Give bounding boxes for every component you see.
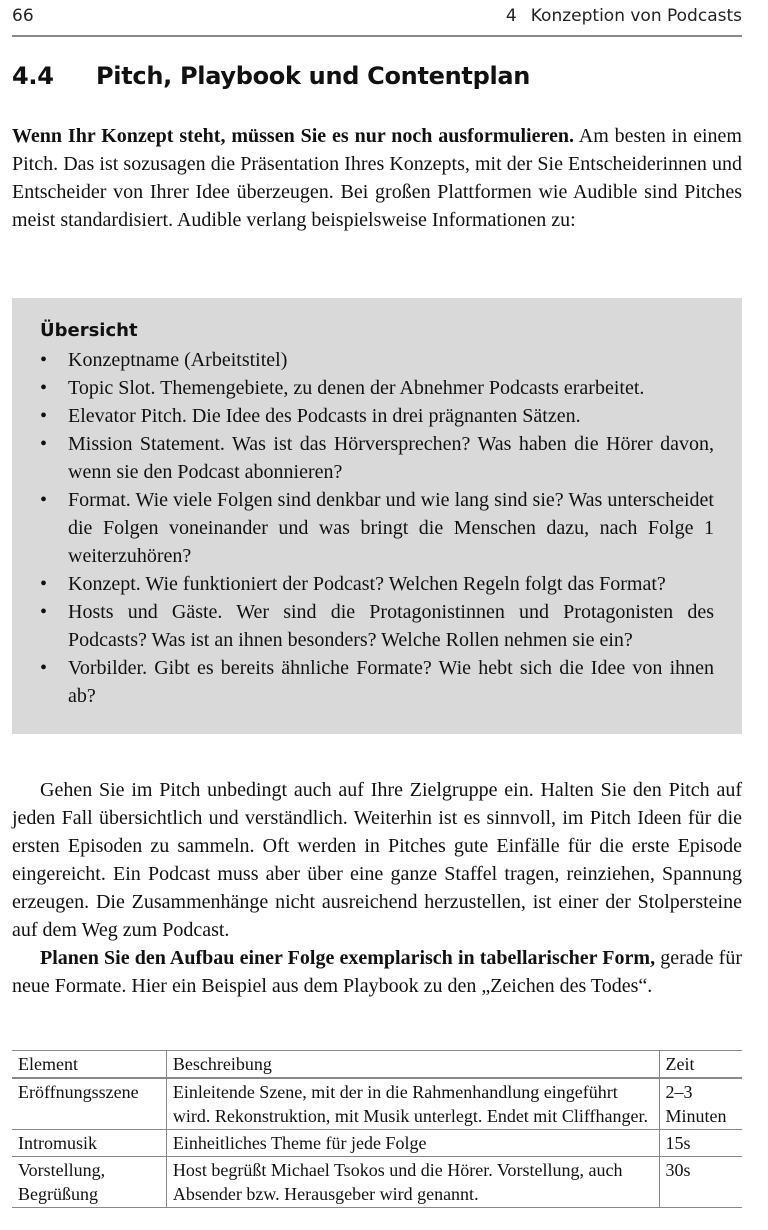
table-header-row bbox=[12, 1051, 742, 1079]
overview-item: • Topic Slot. Themengebiete, zu denen der Abnehmer Podcasts erarbeitet. bbox=[40, 374, 714, 402]
table-cell-element: Intromusik bbox=[12, 1130, 166, 1157]
overview-item: • Konzept. Wie funktioniert der Podcast? Welchen Regeln folgt das Format? bbox=[40, 570, 714, 598]
overview-item: • Mission Statement. Was ist das Hörversprechen? Was haben die Hörer davon, wenn sie den Podcast abonnieren? bbox=[40, 430, 714, 486]
overview-item: • Hosts und Gäste. Wer sind die Protagonistinnen und Protagonisten des Podcasts? Was ist an ihnen besonders? Welche Rollen nehmen sie ein? bbox=[40, 598, 714, 654]
column-header-element: Element bbox=[12, 1051, 166, 1079]
section-heading bbox=[12, 62, 530, 90]
overview-box bbox=[12, 298, 742, 734]
overview-item: • Elevator Pitch. Die Idee des Podcasts in drei prägnanten Sätzen. bbox=[40, 402, 714, 430]
table-cell-element: Vorstellung, Begrüßung bbox=[12, 1157, 166, 1208]
chapter-heading bbox=[506, 6, 742, 26]
intro-paragraph bbox=[12, 122, 742, 234]
overview-title: Übersicht bbox=[40, 320, 138, 341]
paragraph2-text: gerade für neue Formate. Hier ein Beispiel aus dem Playbook zu den „Zeichen des Todes“. bbox=[12, 947, 742, 997]
overview-item: • Vorbilder. Gibt es bereits ähnliche Formate? Wie hebt sich die Idee von ihnen ab? bbox=[40, 654, 714, 710]
overview-item: • Konzeptname (Arbeitstitel) bbox=[40, 346, 714, 374]
playbook-table bbox=[12, 1050, 742, 1208]
column-header-description: Beschreibung bbox=[166, 1051, 659, 1079]
column-header-time: Zeit bbox=[659, 1051, 742, 1079]
body-paragraph-1: Gehen Sie im Pitch unbedingt auch auf Ihre Zielgruppe ein. Halten Sie den Pitch auf jeden Fall übersichtlich und verständlich. Weiterhin ist es sinnvoll, im Pitch Ideen für die ersten Episoden zu sammeln. Oft werden in Pitches gute Einfälle für die erste Episode eingereicht. Ein Podcast muss aber über eine ganze Staffel tragen, reinziehen, Spannung erzeugen. Die Zusammenhänge nicht ausreichend herzustellen, ist einer der Stolpersteine auf dem Weg zum Podcast. bbox=[12, 779, 742, 941]
table-row bbox=[12, 1157, 742, 1208]
intro-lead: Wenn Ihr Konzept steht, müssen Sie es nur noch ausformulieren. bbox=[12, 125, 574, 147]
header-rule bbox=[12, 35, 742, 37]
table-cell-description: Einleitende Szene, mit der in die Rahmenhandlung eingeführt wird. Rekonstruktion, mit Musik unterlegt. Endet mit Cliffhanger. bbox=[166, 1078, 659, 1130]
running-header bbox=[12, 4, 742, 34]
table-row bbox=[12, 1130, 742, 1157]
intro-text: Am besten in einem Pitch. Das ist sozusagen die Präsentation Ihres Konzepts, mit der Sie Entscheiderinnen und Entscheider von Ihrer Idee überzeugen. Bei großen Plattformen wie Audible sind Pitches meist standardisiert. Audible verlang beispielsweise Informationen zu: bbox=[12, 125, 742, 231]
page-number: 66 bbox=[12, 6, 34, 26]
section-title: Pitch, Playbook und Contentplan bbox=[96, 62, 531, 90]
table-cell-time: 2–3 Minuten bbox=[659, 1078, 742, 1130]
table-cell-time: 15s bbox=[659, 1130, 742, 1157]
table-cell-element: Eröffnungsszene bbox=[12, 1078, 166, 1130]
table-cell-description: Host begrüßt Michael Tsokos und die Hörer. Vorstellung, auch Absender bzw. Herausgeber wird genannt. bbox=[166, 1157, 659, 1208]
table-cell-time: 30s bbox=[659, 1157, 742, 1208]
chapter-title: Konzeption von Podcasts bbox=[530, 6, 742, 26]
chapter-number: 4 bbox=[505, 6, 517, 26]
section-number: 4.4 bbox=[12, 62, 54, 90]
body-paragraph-2 bbox=[12, 944, 742, 1000]
overview-list bbox=[40, 346, 714, 710]
overview-item: • Format. Wie viele Folgen sind denkbar und wie lang sind sie? Was unterscheidet die Folgen voneinander und was bringt die Menschen dazu, nach Folge 1 weiterzuhören? bbox=[40, 486, 714, 570]
table-cell-description: Einheitliches Theme für jede Folge bbox=[166, 1130, 659, 1157]
table-row bbox=[12, 1078, 742, 1130]
paragraph2-lead: Planen Sie den Aufbau einer Folge exemplarisch in tabellarischer Form, bbox=[40, 947, 656, 969]
